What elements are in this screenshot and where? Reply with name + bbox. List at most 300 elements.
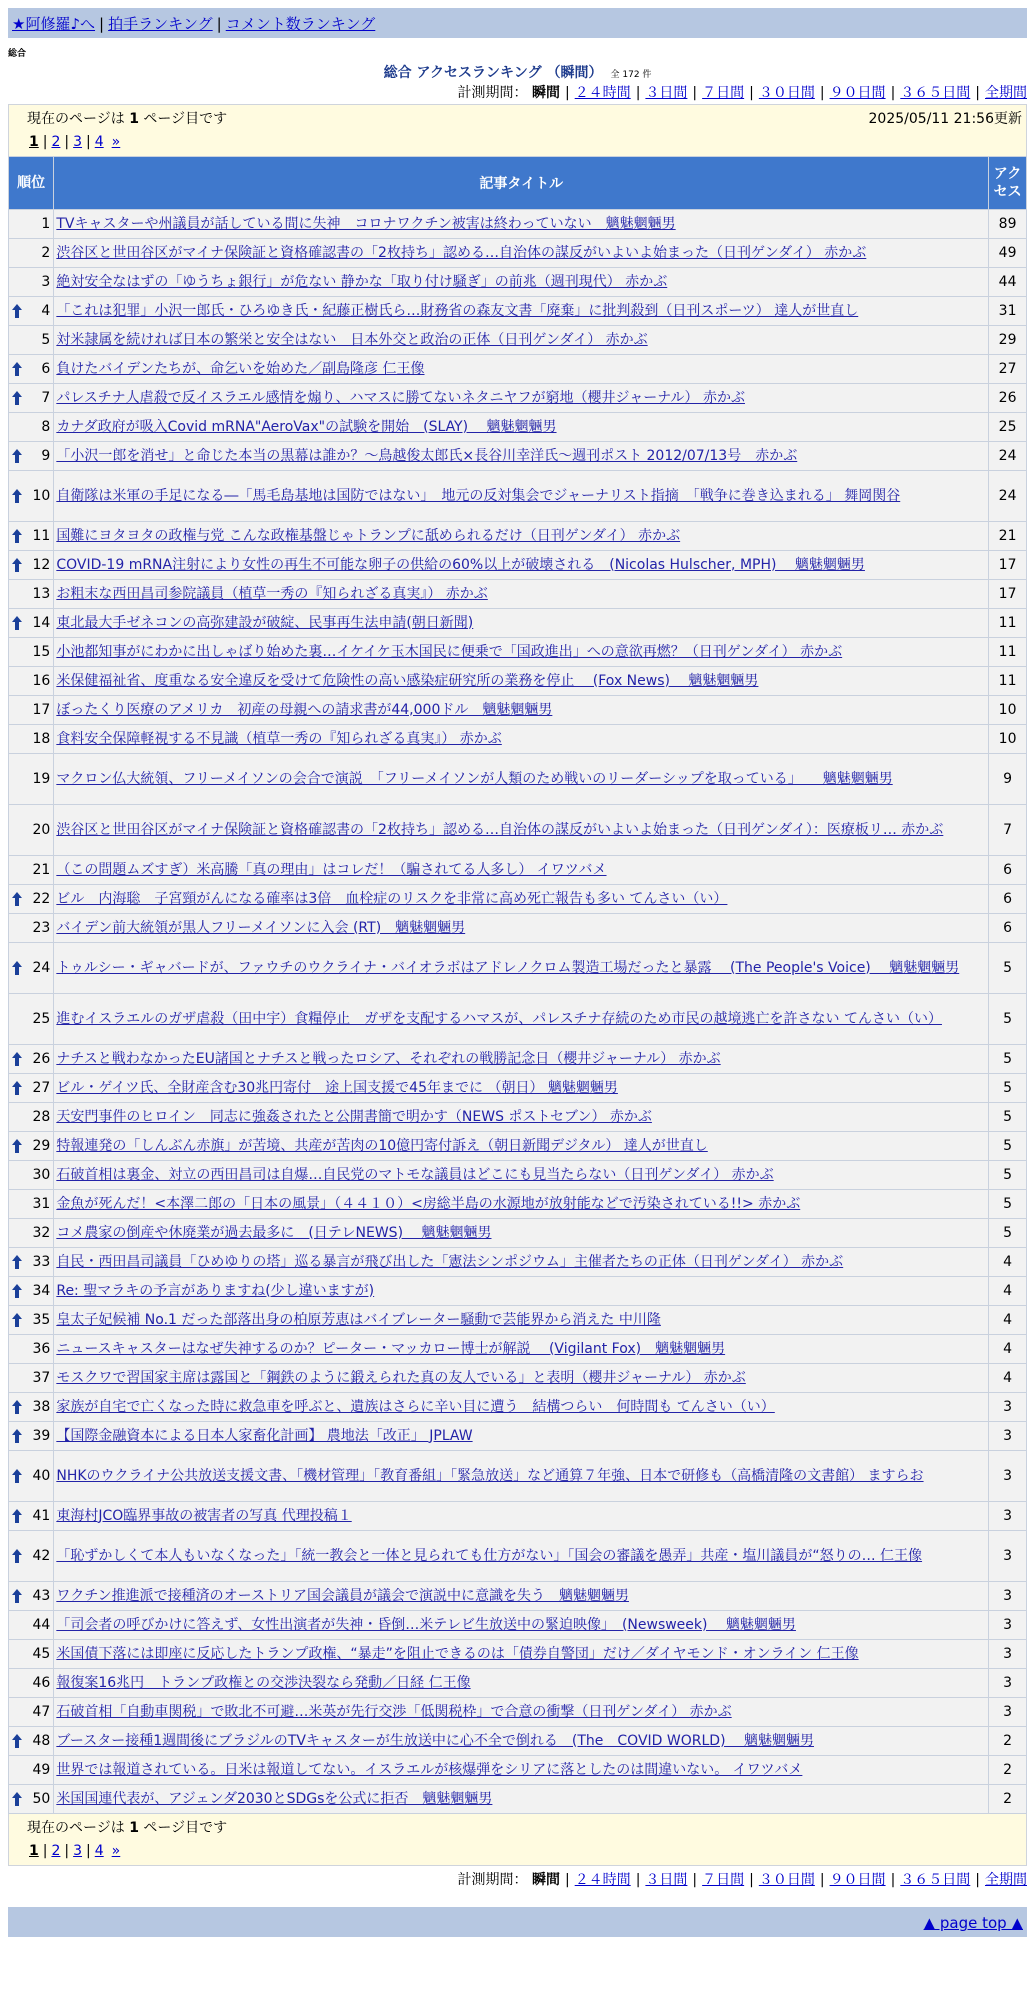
rank-cell [9,1640,54,1669]
rank-cell [9,1190,54,1219]
up-arrow-icon [11,448,23,464]
access-count: 29 [989,326,1027,355]
article-link[interactable]: 家族が自宅で亡くなった時に救急車を呼ぶと、遺族はさらに辛い目に遭う 結構つらい 何時間も てんさい（い） [56,1398,775,1415]
table-row [9,1727,1027,1756]
title-cell [54,413,989,442]
rank-cell [9,1161,54,1190]
title-cell [54,1248,989,1277]
access-count: 3 [989,1393,1027,1422]
table-row [9,1502,1027,1531]
page-link-2[interactable]: 2 [51,1843,61,1859]
article-link[interactable]: 石破首相は裏金、対立の西田昌司は自爆…自民党のマトモな議員はどこにも見当たらない（日刊ゲンダイ） 赤かぶ [56,1166,774,1183]
page-link-current: 1 [29,134,39,150]
article-link[interactable]: 絶対安全なはずの「ゆうちょ銀行」が危ない 静かな「取り付け騒ぎ」の前兆（週刊現代） 赤かぶ [56,273,668,290]
up-arrow-icon [11,1428,23,1444]
rank-cell [9,268,54,297]
access-count: 5 [989,1045,1027,1074]
rank-cell [9,297,54,326]
article-link[interactable]: 東海村JCO臨界事故の被害者の写真 代理投稿１ [56,1507,352,1524]
rank-cell [9,471,54,522]
rank-number: 19 [32,771,51,787]
title-cell [54,1190,989,1219]
title-cell [54,1531,989,1582]
title-cell [54,885,989,914]
access-count: 6 [989,885,1027,914]
article-link[interactable]: 「司会者の呼びかけに答えず、女性出演者が失神・昏倒…米テレビ生放送中の緊迫映像」 (Newsweek) 魑魅魍魎男 [56,1616,796,1633]
page-link-2[interactable]: 2 [51,134,61,150]
article-link[interactable]: ニュースキャスターはなぜ失神するのか？ピーター・マッカロー博士が解説 (Vigilant Fox) 魑魅魍魎男 [56,1340,726,1357]
article-link[interactable]: お粗末な西田昌司参院議員（植草一秀の『知られざる真実』） 赤かぶ [56,585,488,602]
rank-cell [9,1756,54,1785]
rank-cell [9,522,54,551]
page-link-3[interactable]: 3 [73,134,83,150]
title-cell [54,914,989,943]
rank-cell [9,1248,54,1277]
article-link[interactable]: 【国際金融資本による日本人家畜化計画】 農地法「改正」 JPLAW [56,1427,473,1444]
rank-number: 10 [32,488,51,504]
title-cell [54,1582,989,1611]
rank-cell [9,696,54,725]
rank-number: 21 [32,862,51,878]
table-row [9,885,1027,914]
rank-number: 4 [41,303,51,319]
period-link-all[interactable]: 全期間 [985,1872,1027,1888]
table-row [9,1785,1027,1814]
article-link[interactable]: マクロン仏大統領、フリーメイソンの会合で演説 「フリーメイソンが人類のため戦いのリーダーシップを取っている」 魑魅魍魎男 [56,770,893,787]
current-page-text: 現在のページは 1 ページ目です [27,111,228,127]
up-arrow-icon [11,1051,23,1067]
period-link-365d[interactable]: ３６５日間 [900,85,971,101]
access-count: 3 [989,1451,1027,1502]
access-count: 25 [989,413,1027,442]
rank-cell [9,1306,54,1335]
access-count: 5 [989,1190,1027,1219]
title-cell [54,268,989,297]
access-count: 3 [989,1611,1027,1640]
separator: | [216,15,222,33]
period-link-3d[interactable]: ３日間 [645,85,688,101]
rank-number: 30 [32,1167,51,1183]
rank-number: 20 [32,822,51,838]
up-arrow-icon [11,1138,23,1154]
title-cell [54,1364,989,1393]
access-count: 27 [989,355,1027,384]
up-arrow-icon [11,1791,23,1807]
period-link-all[interactable]: 全期間 [985,85,1027,101]
rank-number: 17 [32,702,51,718]
article-link[interactable]: ブースター接種1週間後にブラジルのTVキャスターが生放送中に心不全で倒れる (The COVID WORLD) 魑魅魍魎男 [56,1732,814,1749]
rank-cell [9,856,54,885]
up-arrow-icon [11,1548,23,1564]
table-row [9,914,1027,943]
access-count: 5 [989,1103,1027,1132]
table-row [9,413,1027,442]
footer-bar [8,1907,1027,1937]
rank-number: 24 [32,960,51,976]
article-link[interactable]: ビル 内海聡 子宮頸がんになる確率は3倍 血栓症のリスクを非常に高め死亡報告も多い てんさい（い） [56,890,728,907]
rank-number: 43 [32,1588,51,1604]
access-count: 89 [989,210,1027,239]
article-link[interactable]: 自衛隊は米軍の手足になる―「馬毛島基地は国防ではない」 地元の反対集会でジャーナリスト指摘 「戦争に巻き込まれる」 舞岡関谷 [56,487,901,504]
rank-cell [9,1502,54,1531]
up-arrow-icon [11,488,23,504]
article-link[interactable]: 米保健福祉省、度重なる安全違反を受けて危険性の高い感染症研究所の業務を停止 (Fox News) 魑魅魍魎男 [56,672,759,689]
title-cell [54,1103,989,1132]
table-row [9,725,1027,754]
rank-cell [9,667,54,696]
article-link[interactable]: 進むイスラエルのガザ虐殺（田中宇）食糧停止 ガザを支配するハマスが、パレスチナ存続のため市民の越境逃亡を許さない てんさい（い） [56,1010,942,1027]
article-link[interactable]: ナチスと戦わなかったEU諸国とナチスと戦ったロシア、それぞれの戦勝記念日（櫻井ジャーナル） 赤かぶ [56,1050,721,1067]
title-cell [54,580,989,609]
rank-number: 27 [32,1080,51,1096]
header-rank: 順位 [9,157,54,210]
title-cell [54,609,989,638]
title-cell [54,355,989,384]
rank-number: 12 [32,557,51,573]
rank-cell [9,754,54,805]
title-cell [54,667,989,696]
access-count: 2 [989,1756,1027,1785]
access-count: 5 [989,943,1027,994]
rank-cell [9,442,54,471]
access-count: 4 [989,1306,1027,1335]
page-link-4[interactable]: 4 [94,134,104,150]
table-row [9,384,1027,413]
access-count: 11 [989,609,1027,638]
article-link[interactable]: トゥルシー・ギャバードが、ファウチのウクライナ・バイオラボはアドレノクロム製造工場だったと暴露 (The People's Voice) 魑魅魍魎男 [56,959,960,976]
article-link[interactable]: 対米隷属を続ければ日本の繁栄と安全はない 日本外交と政治の正体（日刊ゲンダイ） 赤かぶ [56,331,648,348]
table-row [9,1045,1027,1074]
table-row [9,1248,1027,1277]
rank-number: 7 [41,390,51,406]
article-link[interactable]: ワクチン推進派で接種済のオーストリア国会議員が議会で演説中に意識を失う 魑魅魍魎男 [56,1587,629,1604]
article-link[interactable]: 「小沢一郎を消せ」と命じた本当の黒幕は誰か？～鳥越俊太郎氏×長谷川幸洋氏～週刊ポスト 2012/07/13号 赤かぶ [56,447,798,464]
article-link[interactable]: モスクワで習国家主席は露国と「鋼鉄のように鍛えられた真の友人でいる」と表明（櫻井ジャーナル） 赤かぶ [56,1369,746,1386]
rank-cell [9,1611,54,1640]
rank-cell [9,580,54,609]
rank-number: 8 [41,419,51,435]
rank-cell [9,1582,54,1611]
up-arrow-icon [11,1733,23,1749]
period-link-90d[interactable]: ９０日間 [829,85,886,101]
title-cell [54,1277,989,1306]
top-link-asyura[interactable]: ★阿修羅♪へ [12,15,96,33]
page-link-current: 1 [29,1843,39,1859]
table-row [9,667,1027,696]
title-cell [54,696,989,725]
access-count: 5 [989,1219,1027,1248]
access-count: 10 [989,696,1027,725]
article-link[interactable]: 米国国連代表が、アジェンダ2030とSDGsを公式に拒否 魑魅魍魎男 [56,1790,493,1807]
rank-number: 34 [32,1283,51,1299]
access-count: 2 [989,1727,1027,1756]
rank-number: 9 [41,448,51,464]
rank-cell [9,609,54,638]
rank-number: 40 [32,1468,51,1484]
rank-number: 25 [32,1011,51,1027]
article-link[interactable]: 東北最大手ゼネコンの高弥建設が破綻、民事再生法申請(朝日新聞) [56,614,474,631]
rank-number: 38 [32,1399,51,1415]
article-link[interactable]: 渋谷区と世田谷区がマイナ保険証と資格確認書の「2枚持ち」認める…自治体の謀反がいよいよ始まった（日刊ゲンダイ） 赤かぶ [56,244,867,261]
up-arrow-icon [11,1508,23,1524]
title-cell [54,994,989,1045]
rank-number: 41 [32,1508,51,1524]
rank-number: 32 [32,1225,51,1241]
rank-cell [9,725,54,754]
rank-cell [9,1451,54,1502]
article-link[interactable]: NHKのウクライナ公共放送支援文書、「機材管理」「教育番組」「緊急放送」など通算７年強、日本で研修も（高橋清隆の文書館） ますらお [56,1467,924,1484]
access-count: 3 [989,1422,1027,1451]
rank-cell [9,326,54,355]
title-cell [54,1502,989,1531]
up-arrow-icon [11,1080,23,1096]
header-title: 記事タイトル [54,157,989,210]
rank-cell [9,210,54,239]
table-row [9,355,1027,384]
title-cell [54,1161,989,1190]
rank-cell [9,943,54,994]
up-arrow-icon [11,1283,23,1299]
rank-number: 46 [32,1675,51,1691]
title-cell [54,1306,989,1335]
article-link[interactable]: 国難にヨタヨタの政権与党 こんな政権基盤じゃトランプに舐められるだけ（日刊ゲンダイ） 赤かぶ [56,527,681,544]
period-link-30d[interactable]: ３０日間 [758,85,815,101]
table-row [9,805,1027,856]
access-count: 3 [989,1531,1027,1582]
period-current: 瞬間 [531,85,560,101]
title-cell [54,754,989,805]
rank-cell [9,1335,54,1364]
table-row [9,326,1027,355]
title-cell [54,326,989,355]
period-link-24h[interactable]: ２４時間 [574,85,631,101]
article-link[interactable]: ぼったくり医療のアメリカ 初産の母親への請求書が44,000ドル 魑魅魍魎男 [56,701,553,718]
table-row [9,1074,1027,1103]
period-link-7d[interactable]: ７日間 [702,85,745,101]
article-link[interactable]: 自民・西田昌司議員「ひめゆりの塔」巡る暴言が飛び出した「憲法シンポジウム」主催者たちの正体（日刊ゲンダイ） 赤かぶ [56,1253,844,1270]
rank-number: 29 [32,1138,51,1154]
rank-number: 5 [41,332,51,348]
article-link[interactable]: コメ農家の倒産や休廃業が過去最多に (日テレNEWS) 魑魅魍魎男 [56,1224,492,1241]
period-selector-bottom: 計測期間： 瞬間 | ２４時間 | ３日間 | ７日間 | ３０日間 | ９０日間 | ３６５日間 | 全期間 [457,1872,1027,1888]
period-link-3d[interactable]: ３日間 [645,1872,688,1888]
title-cell [54,1669,989,1698]
rank-number: 39 [32,1428,51,1444]
rank-cell [9,1698,54,1727]
up-arrow-icon [11,1588,23,1604]
article-link[interactable]: （この問題ムズすぎ）米高騰「真の理由」はコレだ！（騙されてる人多し） イワツバメ [56,861,607,878]
access-count: 17 [989,551,1027,580]
top-nav-bar [8,8,1027,38]
period-link-90d[interactable]: ９０日間 [829,1872,886,1888]
top-link-clap-ranking[interactable]: 拍手ランキング [108,15,213,33]
rank-number: 28 [32,1109,51,1125]
article-link[interactable]: 米国債下落には即座に反応したトランプ政権、“暴走”を阻止できるのは「債券自警団」だけ／ダイヤモンド・オンライン 仁王像 [56,1645,859,1662]
table-row [9,297,1027,326]
article-link[interactable]: 特報連発の「しんぶん赤旗」が苦境、共産が苦肉の10億円寄付訴え（朝日新聞デジタル） 達人が世直し [56,1137,708,1154]
page-top-link[interactable]: ▲ page top ▲ [923,1914,1023,1932]
rank-number: 31 [32,1196,51,1212]
article-link[interactable]: Re: 聖マラキの予言がありますね(少し違いますが) [56,1282,375,1299]
rank-number: 42 [32,1548,51,1564]
table-row [9,856,1027,885]
article-link[interactable]: 渋谷区と世田谷区がマイナ保険証と資格確認書の「2枚持ち」認める…自治体の謀反がいよいよ始まった（日刊ゲンダイ）：医療板リ… 赤かぶ [56,821,944,838]
title-cell [54,522,989,551]
rank-number: 49 [32,1762,51,1778]
rank-number: 50 [32,1791,51,1807]
rank-cell [9,1132,54,1161]
period-link-24h[interactable]: ２４時間 [574,1872,631,1888]
title-cell [54,1756,989,1785]
access-count: 11 [989,667,1027,696]
updated-timestamp: 2025/05/11 21:56更新 [868,111,1022,127]
article-link[interactable]: 金魚が死んだ！<本澤二郎の「日本の風景」（４４１０）<房総半島の水源地が放射能などで汚染されている!!> 赤かぶ [56,1195,801,1212]
article-link[interactable]: 石破首相「自動車関税」で敗北不可避…米英が先行交渉「低関税枠」で合意の衝撃（日刊ゲンダイ） 赤かぶ [56,1703,732,1720]
page-link-next[interactable]: » [111,1843,121,1859]
page-link-next[interactable]: » [111,134,121,150]
title-cell [54,638,989,667]
title-cell [54,943,989,994]
article-link[interactable]: バイデン前大統領が黒人フリーメイソンに入会 (RT) 魑魅魍魎男 [56,919,466,936]
table-row [9,696,1027,725]
up-arrow-icon [11,1254,23,1270]
up-arrow-icon [11,1399,23,1415]
access-count: 5 [989,1132,1027,1161]
rank-number: 13 [32,586,51,602]
title-cell [54,210,989,239]
title-cell [54,297,989,326]
table-row [9,1161,1027,1190]
rank-number: 11 [32,528,51,544]
table-row [9,609,1027,638]
rank-number: 14 [32,615,51,631]
table-row [9,1219,1027,1248]
title-cell [54,805,989,856]
title-cell [54,725,989,754]
title-cell [54,1132,989,1161]
article-link[interactable]: 世界では報道されている。日米は報道してない。イスラエルが核爆弾をシリアに落としたのは間違いない。 イワツバメ [56,1761,803,1778]
rank-number: 2 [41,245,51,261]
table-row [9,1698,1027,1727]
top-link-comment-ranking[interactable]: コメント数ランキング [225,15,376,33]
table-row [9,1640,1027,1669]
article-link[interactable]: 天安門事件のヒロイン 同志に強姦されたと公開書簡で明かす（NEWS ポストセブン） 赤かぶ [56,1108,652,1125]
period-link-365d[interactable]: ３６５日間 [900,1872,971,1888]
rank-cell [9,1393,54,1422]
rank-cell [9,1785,54,1814]
article-link[interactable]: COVID-19 mRNA注射により女性の再生不可能な卵子の供給の60%以上が破壊される (Nicolas Hulscher, MPH) 魑魅魍魎男 [56,556,865,573]
rank-number: 47 [32,1704,51,1720]
rank-cell [9,1103,54,1132]
rank-number: 6 [41,361,51,377]
pager-bottom [8,1814,1027,1866]
article-link[interactable]: パレスチナ人虐殺で反イスラエル感情を煽り、ハマスに勝てないネタニヤフが窮地（櫻井ジャーナル） 赤かぶ [56,389,745,406]
ranking-total: 全 172 件 [610,70,652,80]
rank-number: 22 [32,891,51,907]
rank-cell [9,1277,54,1306]
title-cell [54,1335,989,1364]
article-link[interactable]: カナダ政府が吸入Covid mRNA"AeroVax"の試験を開始 (SLAY) 魑魅魍魎男 [56,418,557,435]
article-link[interactable]: TVキャスターや州議員が話している間に失神 コロナワクチン被害は終わっていない 魑魅魍魎男 [56,215,676,232]
article-link[interactable]: 小池都知事がにわかに出しゃばり始めた裏…イケイケ玉木国民に便乗で「国政進出」への意欲再燃？（日刊ゲンダイ） 赤かぶ [56,643,843,660]
up-arrow-icon [11,390,23,406]
table-row [9,1756,1027,1785]
access-count: 10 [989,725,1027,754]
rank-number: 45 [32,1646,51,1662]
period-link-30d[interactable]: ３０日間 [758,1872,815,1888]
current-page-text-bottom: 現在のページは 1 ページ目です [27,1820,228,1836]
title-cell [54,442,989,471]
table-row [9,239,1027,268]
article-link[interactable]: 負けたバイデンたちが、命乞いを始めた／副島隆彦 仁王像 [56,360,425,377]
table-row [9,442,1027,471]
period-label: 計測期間： [457,1872,528,1888]
page-link-3[interactable]: 3 [73,1843,83,1859]
rank-number: 23 [32,920,51,936]
page-link-4[interactable]: 4 [94,1843,104,1859]
table-row [9,1132,1027,1161]
access-count: 6 [989,914,1027,943]
rank-cell [9,994,54,1045]
title-cell [54,1451,989,1502]
table-row [9,1364,1027,1393]
access-count: 11 [989,638,1027,667]
access-count: 4 [989,1248,1027,1277]
period-link-7d[interactable]: ７日間 [702,1872,745,1888]
article-link[interactable]: 報復案16兆円 トランプ政権との交渉決裂なら発動／日経 仁王像 [56,1674,471,1691]
title-cell [54,1045,989,1074]
rank-number: 37 [32,1370,51,1386]
table-row [9,471,1027,522]
title-cell [54,239,989,268]
article-link[interactable]: ビル・ゲイツ氏、全財産含む30兆円寄付 途上国支援で45年までに （朝日） 魑魅魍魎男 [56,1079,618,1096]
up-arrow-icon [11,557,23,573]
table-row [9,1306,1027,1335]
table-row [9,1611,1027,1640]
article-link[interactable]: 「恥ずかしくて本人もいなくなった」「統一教会と一体と見られても仕方がない」「国会の審議を愚弄」共産・塩川議員が“怒りの… 仁王像 [56,1547,923,1564]
up-arrow-icon [11,1468,23,1484]
rank-cell [9,885,54,914]
article-link[interactable]: 食料安全保障軽視する不見識（植草一秀の『知られざる真実』） 赤かぶ [56,730,502,747]
period-current: 瞬間 [531,1872,560,1888]
article-link[interactable]: 皇太子妃候補 No.1 だった部落出身の柏原芳恵はバイブレーター騒動で芸能界から消えた 中川隆 [56,1311,661,1328]
rank-cell [9,239,54,268]
table-row [9,580,1027,609]
title-cell [54,1219,989,1248]
table-row [9,1422,1027,1451]
access-count: 4 [989,1277,1027,1306]
title-cell [54,1611,989,1640]
access-count: 3 [989,1640,1027,1669]
table-row [9,1335,1027,1364]
rank-cell [9,1074,54,1103]
access-count: 31 [989,297,1027,326]
table-row [9,1451,1027,1502]
access-count: 3 [989,1502,1027,1531]
rank-cell [9,638,54,667]
header-access: アクセス [989,157,1027,210]
rank-number: 3 [41,274,51,290]
rank-cell [9,384,54,413]
up-arrow-icon [11,615,23,631]
up-arrow-icon [11,303,23,319]
article-link[interactable]: 「これは犯罪」小沢一郎氏・ひろゆき氏・紀藤正樹氏ら…財務省の森友文書「廃棄」に批判殺到（日刊スポーツ） 達人が世直し [56,302,859,319]
access-count: 7 [989,805,1027,856]
title-cell [54,384,989,413]
rank-cell [9,1669,54,1698]
access-count: 5 [989,1161,1027,1190]
up-arrow-icon [11,361,23,377]
